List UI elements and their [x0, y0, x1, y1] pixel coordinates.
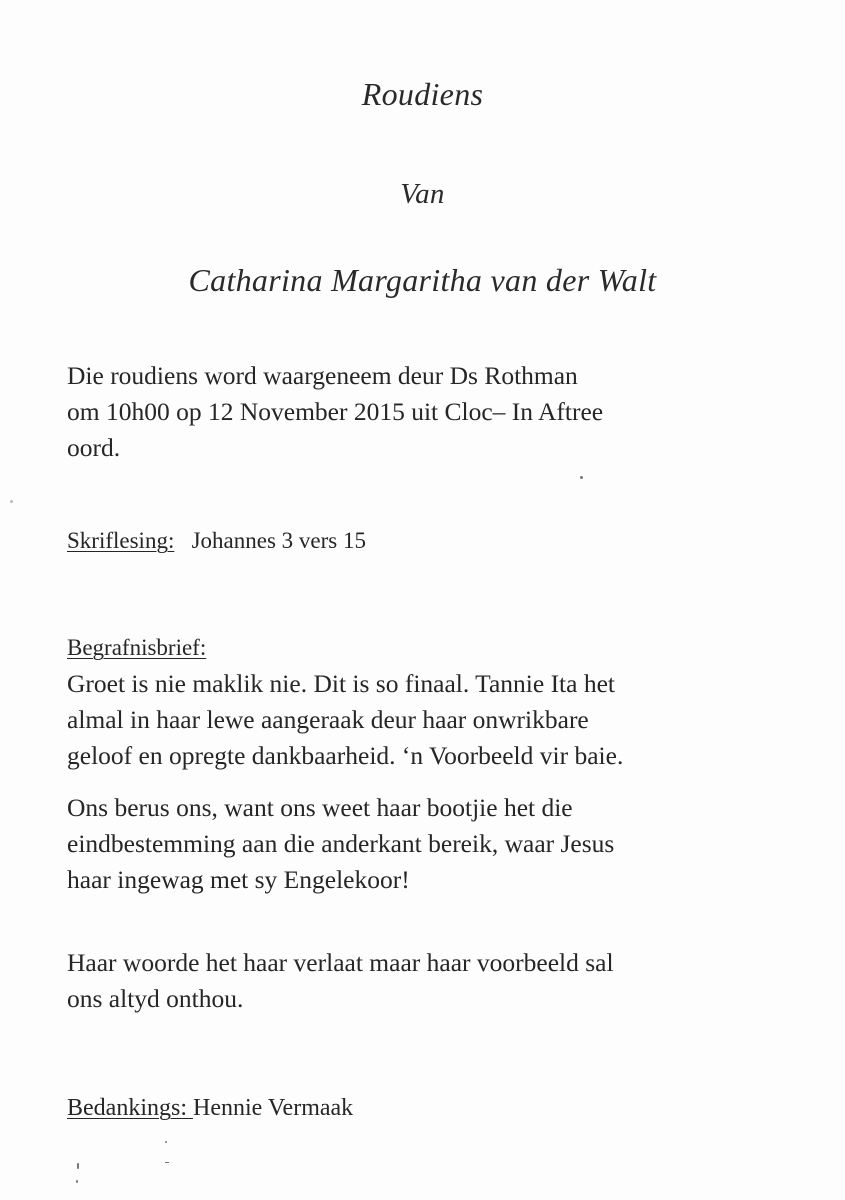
document-heading: Roudiens: [361, 76, 484, 112]
letter-p3-line-2: ons altyd onthou.: [67, 984, 244, 1013]
service-info-line-1: Die roudiens word waargeneem deur Ds Rothman: [67, 361, 578, 390]
letter-paragraph-2: [67, 790, 837, 898]
letter-p1-line-1: Groet is nie maklik nie. Dit is so finaal. Tannie Ita het: [67, 669, 615, 698]
scripture-spacer: [180, 528, 186, 553]
letter-p1-line-3: geloof en opregte dankbaarheid. ‘n Voorbeeld vir baie.: [67, 741, 624, 770]
scripture-label: Skriflesing:: [67, 528, 175, 553]
document-subheading: Van: [400, 178, 445, 210]
scan-speck: [580, 476, 583, 479]
letter-p2-line-2: eindbestemming aan die anderkant bereik, waar Jesus: [67, 829, 615, 858]
deceased-name: Catharina Margaritha van der Walt: [188, 262, 657, 298]
letter-p2-line-1: Ons berus ons, want ons weet haar bootjie het die: [67, 793, 573, 822]
scan-speck: [77, 1163, 79, 1169]
scan-speck: [76, 1180, 78, 1183]
scan-speck: [165, 1141, 167, 1143]
service-info: [67, 358, 837, 466]
scan-speck: [165, 1162, 169, 1163]
letter-p3-line-1: Haar woorde het haar verlaat maar haar voorbeeld sal: [67, 948, 614, 977]
funeral-letter-label: Begrafnisbrief:: [67, 635, 207, 660]
thanks-label: Bedankings:: [67, 1095, 193, 1121]
letter-paragraph-3: [67, 945, 837, 1017]
thanks-section: [67, 1090, 837, 1126]
service-info-line-2: om 10h00 op 12 November 2015 uit Cloc– In Aftree: [67, 397, 604, 426]
scripture-reading: [67, 523, 837, 559]
scripture-value: Johannes 3 vers 15: [191, 528, 366, 553]
funeral-letter: [67, 594, 837, 774]
funeral-letter-label-row: [67, 594, 837, 666]
scan-speck: [10, 500, 13, 503]
service-info-line-3: oord.: [67, 433, 121, 462]
letter-p1-line-2: almal in haar lewe aangeraak deur haar onwrikbare: [67, 705, 589, 734]
letter-p2-line-3: haar ingewag met sy Engelekoor!: [67, 865, 410, 894]
thanks-value: Hennie Vermaak: [193, 1095, 354, 1121]
